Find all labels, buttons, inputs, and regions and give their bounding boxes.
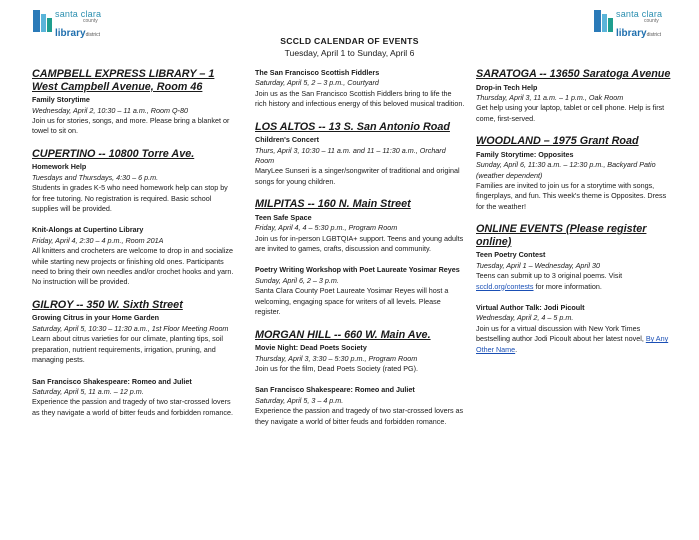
event-description: Join us for in-person LGBTQIA+ support. Teens and young adults are invited to games, crafts, discussion and community. bbox=[255, 233, 464, 254]
column-3 bbox=[476, 68, 676, 366]
event-description: Santa Clara County Poet Laureate Yosimar Reyes will host a welcoming, engaging space for writers of all levels. Please register. bbox=[255, 286, 449, 317]
event-description: All knitters and crocheters are welcome to drop in and socialize while starting new projects or finishing old ones. Participants need to bring their own needles and/or crochet hooks and yarn. No instruction will be provided. bbox=[32, 246, 234, 287]
event bbox=[32, 225, 238, 287]
event-when: Saturday, April 5, 10:30 – 11:30 a.m., 1st Floor Meeting Room bbox=[32, 323, 229, 333]
location-heading: MILPITAS -- 160 N. Main Street bbox=[255, 198, 411, 211]
event-description bbox=[476, 271, 676, 292]
event-title: Family Storytime: Opposites bbox=[476, 149, 574, 159]
event-description: MaryLee Sunseri is a singer/songwriter of traditional and original songs for young children. bbox=[255, 166, 460, 186]
event-title: Children's Concert bbox=[255, 135, 320, 145]
logo-line-3: library bbox=[616, 28, 647, 39]
event bbox=[476, 250, 676, 292]
event-title: Movie Night: Dead Poets Society bbox=[255, 343, 367, 353]
event-title: San Francisco Shakespeare: Romeo and Juliet bbox=[32, 376, 192, 386]
event-when: Sunday, April 6, 2 – 3 p.m. bbox=[255, 275, 339, 285]
event-description: Students in grades K-5 who need homework help can stop by for free tutoring. No registration is required. Basic school supplies will be provided. bbox=[32, 183, 228, 214]
event-when: Wednesday, April 2, 10:30 – 11 a.m., Room Q-80 bbox=[32, 105, 188, 115]
location-heading: WOODLAND – 1975 Grant Road bbox=[476, 135, 639, 148]
logo-line-2: county bbox=[644, 18, 659, 24]
event-title: Drop-in Tech Help bbox=[476, 82, 538, 92]
event-title: San Francisco Shakespeare: Romeo and Juliet bbox=[255, 385, 415, 395]
location-heading: CUPERTINO -- 10800 Torre Ave. bbox=[32, 147, 195, 160]
event-when: Wednesday, April 2, 4 – 5 p.m. bbox=[476, 313, 574, 323]
event-when: Saturday, April 5, 11 a.m. – 12 p.m. bbox=[32, 386, 144, 396]
event-title: Teen Safe Space bbox=[255, 212, 312, 222]
page-title: SCCLD CALENDAR OF EVENTS bbox=[280, 36, 419, 46]
event-title: Teen Poetry Contest bbox=[476, 250, 546, 260]
event-description: Learn about citrus varieties for our climate, planting tips, soil preparation, nutrient requirements, irrigation, pruning, and managing pests. bbox=[32, 334, 223, 365]
event-title: Growing Citrus in your Home Garden bbox=[32, 313, 159, 323]
event-title: Homework Help bbox=[32, 162, 87, 172]
event-title: Family Storytime bbox=[32, 95, 90, 105]
event-title: Virtual Author Talk: Jodi Picoult bbox=[476, 303, 585, 313]
event bbox=[255, 343, 465, 374]
event-when: Thursday, April 3, 3:30 – 5:30 p.m., Program Room bbox=[255, 353, 418, 363]
logo-line-4: district bbox=[646, 32, 662, 38]
date-range: Tuesday, April 1 to Sunday, April 6 bbox=[284, 48, 415, 58]
event bbox=[32, 95, 238, 137]
event bbox=[476, 303, 676, 355]
event-description: Join us for stories, songs, and more. Please bring a blanket or towel to sit on. bbox=[32, 116, 230, 136]
event-title: The San Francisco Scottish Fiddlers bbox=[255, 68, 380, 77]
event bbox=[32, 162, 238, 214]
location-heading: SARATOGA -- 13650 Saratoga Avenue bbox=[476, 68, 671, 80]
column-1 bbox=[32, 68, 238, 429]
page-header bbox=[0, 36, 699, 58]
event bbox=[32, 377, 238, 419]
logo-line-1: santa clara bbox=[616, 9, 663, 19]
location-heading: MORGAN HILL -- 660 W. Main Ave. bbox=[255, 328, 431, 341]
contests-link[interactable]: sccld.org/contests bbox=[476, 281, 534, 291]
event bbox=[255, 265, 465, 317]
location-heading: ONLINE EVENTS (Please register online) bbox=[476, 223, 647, 248]
logo-line-3: library bbox=[55, 28, 86, 39]
event bbox=[255, 213, 465, 255]
logo-line-2: county bbox=[83, 18, 98, 24]
event-description-text: . bbox=[515, 344, 518, 354]
event bbox=[476, 83, 676, 125]
event bbox=[32, 313, 238, 365]
logo-line-4: district bbox=[85, 32, 101, 38]
event-when: Tuesdays and Thursdays, 4:30 – 6 p.m. bbox=[32, 172, 159, 182]
event-title: Poetry Writing Workshop with Poet Laureate Yosimar Reyes bbox=[255, 265, 460, 275]
event-description: Get help using your laptop, tablet or cell phone. Help is first come, first-served. bbox=[476, 103, 665, 123]
event-when: Saturday, April 5, 2 – 3 p.m., Courtyard bbox=[255, 78, 379, 88]
location-heading: CAMPBELL EXPRESS LIBRARY – 1 West Campbell Avenue, Room 46 bbox=[32, 68, 215, 93]
books-logo-icon bbox=[33, 10, 52, 32]
event-when: Friday, April 4, 2:30 – 4 p.m., Room 201A bbox=[32, 235, 164, 245]
event-description-text: Teens can submit up to 3 original poems. Visit bbox=[476, 271, 623, 281]
event bbox=[255, 385, 465, 427]
books-logo-icon bbox=[594, 10, 613, 32]
event-when: Thurs, April 3, 10:30 – 11 a.m. and 11 – 11:30 a.m., Orchard Room bbox=[255, 145, 446, 166]
event bbox=[476, 150, 676, 212]
event-when: Saturday, April 5, 3 – 4 p.m. bbox=[255, 395, 344, 405]
event-description-text: Join us for a virtual discussion with New York Times bestselling author Jodi Picoult about her latest novel, bbox=[476, 323, 644, 344]
event-description: Families are invited to join us for a storytime with songs, fingerplays, and fun. This week's theme is Opposites. Dress for the weather! bbox=[476, 181, 667, 211]
event-when: Sunday, April 6, 11:30 a.m. – 12:30 p.m., Backyard Patio (weather dependent) bbox=[476, 160, 656, 180]
event-description: Join us for the film, Dead Poets Society (rated PG). bbox=[255, 363, 418, 373]
event-when: Tuesday, April 1 – Wednesday, April 30 bbox=[476, 260, 600, 270]
location-heading: LOS ALTOS -- 13 S. San Antonio Road bbox=[255, 120, 450, 133]
column-2 bbox=[255, 68, 465, 438]
event-description bbox=[476, 324, 676, 355]
event-description: Join us as the San Francisco Scottish Fiddlers bring to life the rich history and infectious energy of this beloved musical tradition. bbox=[255, 88, 465, 109]
event-description: Experience the passion and tragedy of two star-crossed lovers as they navigate a world of bitter feuds and forbidden romance. bbox=[255, 406, 464, 426]
event-description: Experience the passion and tragedy of two star-crossed lovers as they navigate a world of bitter feuds and forbidden romance. bbox=[32, 397, 233, 417]
location-heading: GILROY -- 350 W. Sixth Street bbox=[32, 298, 183, 311]
event bbox=[255, 68, 465, 110]
event-when: Friday, April 4, 4 – 5:30 p.m., Program Room bbox=[255, 223, 398, 233]
event-description-text: for more information. bbox=[535, 281, 602, 291]
event-title: Knit-Alongs at Cupertino Library bbox=[32, 225, 144, 235]
book-title-link[interactable]: By Any Other Name bbox=[476, 334, 669, 354]
event-when: Thursday, April 3, 11 a.m. – 1 p.m., Oak Room bbox=[476, 93, 624, 102]
event bbox=[255, 135, 465, 187]
logo-line-1: santa clara bbox=[55, 9, 102, 19]
